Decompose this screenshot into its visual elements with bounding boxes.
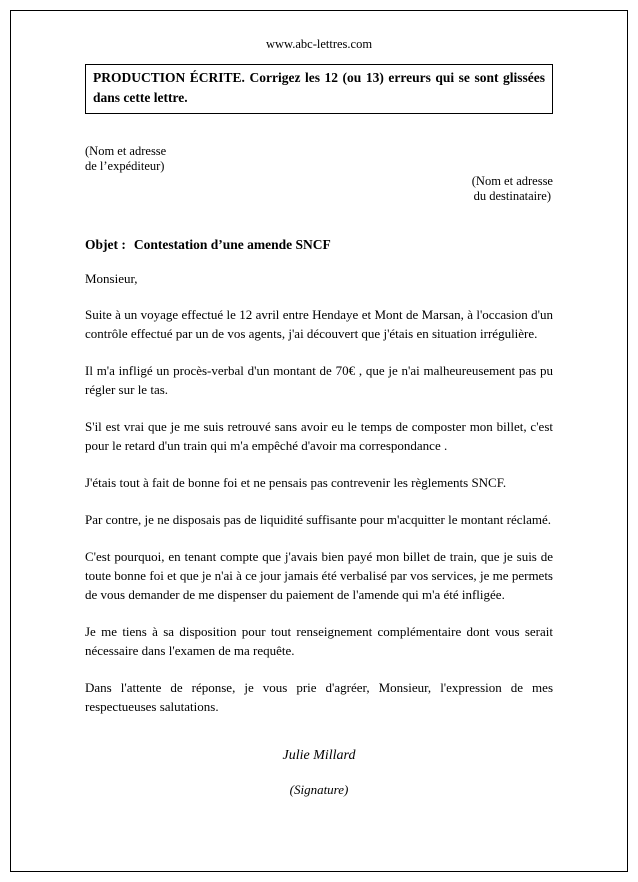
letter-paragraph: Dans l'attente de réponse, je vous prie d'agréer, Monsieur, l'expression de mes respectueuses salutations.: [85, 680, 553, 714]
recipient-placeholder-line1: (Nom et adresse: [471, 174, 553, 188]
letter-paragraph: S'il est vrai que je me suis retrouvé sans avoir eu le temps de composter mon billet, c'est pour le retard d'un train qui m'a empêché d'avoir ma correspondance .: [85, 419, 553, 453]
letter-paragraph: J'étais tout à fait de bonne foi et ne pensais pas contrevenir les règlements SNCF.: [85, 475, 507, 490]
subject-label: Objet :: [85, 237, 126, 252]
letter-paragraph: Il m'a infligé un procès-verbal d'un montant de 70€ , que je n'ai malheureusement pas pu régler sur le tas.: [85, 363, 553, 397]
letter-paragraph: C'est pourquoi, en tenant compte que j'avais bien payé mon billet de train, que je suis de toute bonne foi et que je n'ai à ce jour jamais été verbalisé par vos services, je me permets de vous demander de me dispenser du paiement de l'amende qui m'a été infligée.: [85, 549, 553, 602]
signature-label: (Signature): [289, 782, 349, 797]
instruction-box: [85, 64, 553, 114]
sender-placeholder-line1: (Nom et adresse: [85, 144, 167, 158]
letter-paragraph: Par contre, je ne disposais pas de liquidité suffisante pour m'acquitter le montant réclamé.: [85, 512, 551, 527]
letter-paragraph: Suite à un voyage effectué le 12 avril entre Hendaye et Mont de Marsan, à l'occasion d'un contrôle effectué par un de vos agents, j'ai découvert que j'étais en situation irrégulière.: [85, 307, 553, 341]
letter-page: [10, 10, 628, 872]
subject-line: [85, 237, 553, 253]
sender-placeholder-line2: de l’expéditeur): [85, 159, 165, 173]
recipient-placeholder: [85, 174, 553, 204]
sender-placeholder: [85, 144, 553, 174]
instruction-text: PRODUCTION ÉCRITE. Corrigez les 12 (ou 13) erreurs qui se sont glissées dans cette lettre.: [93, 70, 545, 105]
letter-paragraph: Je me tiens à sa disposition pour tout renseignement complémentaire dont vous serait nécessaire dans l'examen de ma requête.: [85, 624, 553, 658]
salutation: Monsieur,: [85, 271, 138, 286]
recipient-placeholder-line2: du destinataire): [473, 189, 551, 203]
signature-name: Julie Millard: [282, 748, 356, 763]
subject-text: Contestation d’une amende SNCF: [133, 237, 331, 252]
site-url: www.abc-lettres.com: [265, 37, 373, 51]
